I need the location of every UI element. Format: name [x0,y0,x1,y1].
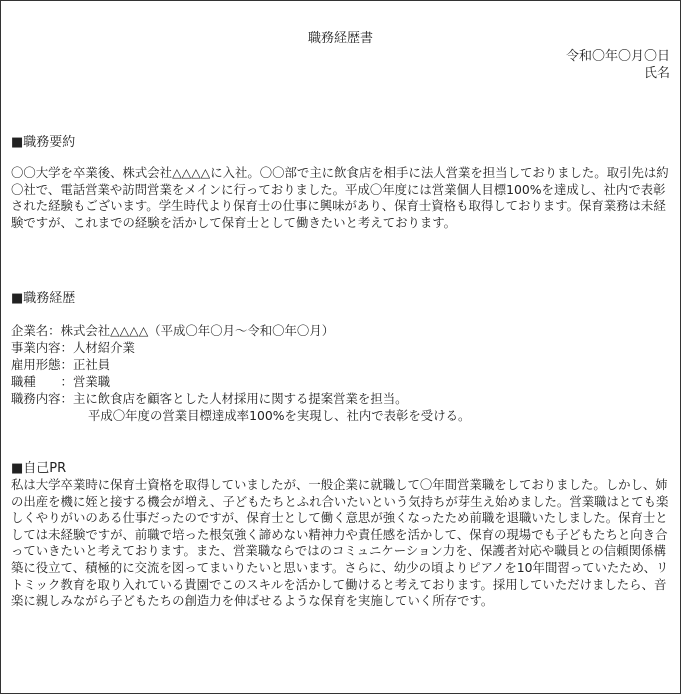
employment-row [11,357,110,374]
business-row [11,340,135,357]
company-row [11,323,334,340]
job-row [11,374,110,391]
duties-value-2: 平成〇年度の営業目標達成率100%を実現し、社内で表彰を受ける。 [88,408,471,423]
company-label: 企業名： [11,323,61,338]
document-title: 職務経歴書 [307,31,373,46]
job-label: 職種 ： [11,374,73,389]
job-value: 営業職 [72,374,111,389]
employment-value: 正社員 [72,357,111,372]
pr-text: 私は大学卒業時に保育士資格を取得していましたが、一般企業に就職して〇年間営業職をしておりました。しかし、姉の出産を機に姪と接する機会が増え、子どもたちとふれ合いたいという気持ちが芽生え始めました。営業職はとても楽しくやりがいのある仕事だったのですが、保育士として働く意思が強くなったため前職を退職いたしました。保育士としては未経験ですが、前職で培った根気強く諦めない精神力や責任感を活かして、保育の現場でも子どもたちと向き合っていきたいと考えております。また、営業職ならではのコミュニケーション力を、保護者対応や職員との信頼関係構築に役立て、積極的に交流を図ってまいりたいと思います。さらに、幼少の頃よりピアノを10年間習っていたため、リトミック教育を取り入れている貴園でこのスキルを活かして働けると考えております。採用していただけましたら、音楽に親しみながら子どもたちの創造力を伸ばせるような保育を実施していく所存です。 [11,477,669,609]
name-label: 氏名 [643,66,670,81]
summary-heading: ■職務要約 [11,135,76,150]
document-date: 令和〇年〇月〇日 [565,49,670,64]
duties-row-2 [88,408,470,425]
summary-text: 〇〇大学を卒業後、株式会社△△△△に入社。〇〇部で主に飲食店を相手に法人営業を担当しておりました。取引先は約〇社で、電話営業や訪問営業をメインに行っておりました。平成〇年度には営業個人目標100%を達成し、社内で表彰された経験もございます。学生時代より保育士の仕事に興味があり、保育士資格も取得しております。保育業務は未経験ですが、これまでの経験を活かして保育士として働きたいと考えております。 [11,165,669,230]
business-value: 人材紹介業 [72,340,135,355]
history-heading: ■職務経歴 [11,291,76,306]
pr-heading: ■自己PR [11,461,67,476]
business-label: 事業内容： [11,340,73,355]
company-value: 株式会社△△△△（平成〇年〇月～令和〇年〇月） [60,323,335,338]
duties-value-1: 主に飲食店を顧客とした人材採用に関する提案営業を担当。 [72,391,408,406]
duties-row [11,391,408,408]
duties-label: 職務内容： [11,391,73,406]
employment-label: 雇用形態： [11,357,73,372]
